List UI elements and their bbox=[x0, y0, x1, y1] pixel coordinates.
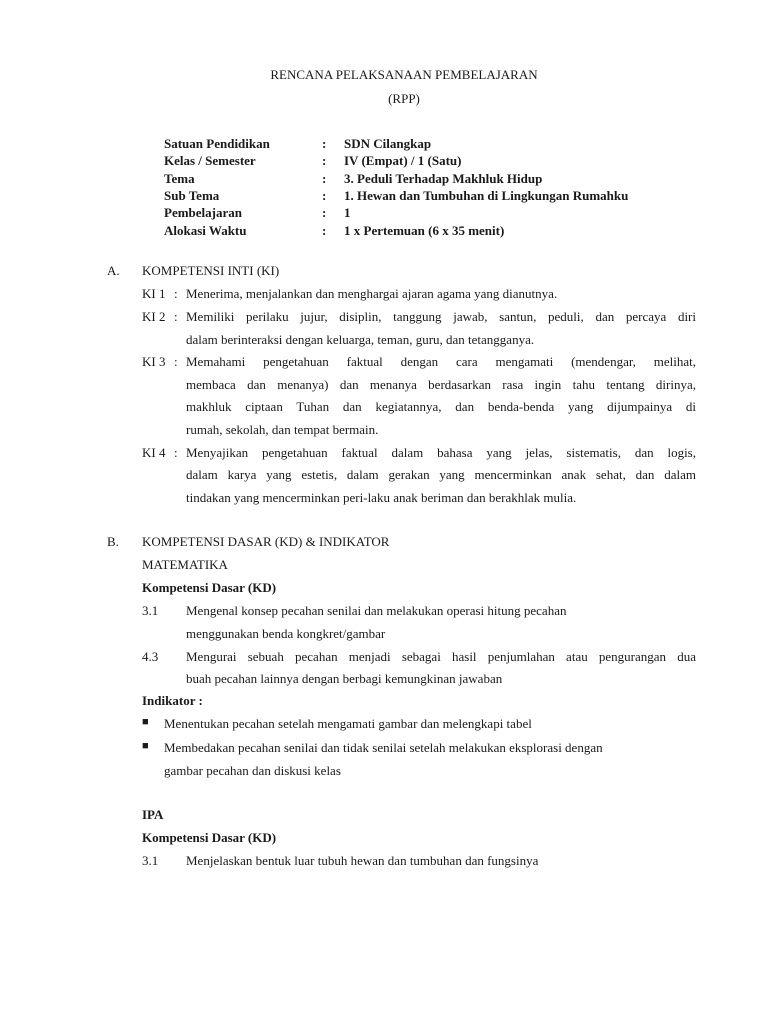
identity-value-satuan: SDN Cilangkap bbox=[344, 136, 432, 151]
identity-value-alokasi: 1 x Pertemuan (6 x 35 menit) bbox=[344, 223, 505, 238]
section-a-letter: A. bbox=[107, 263, 120, 278]
bullet-icon: ■ bbox=[142, 716, 149, 728]
ki-sep: : bbox=[174, 445, 178, 460]
ki-line: tindakan yang mencerminkan peri-laku anak beriman dan berakhlak mulia. bbox=[186, 490, 577, 505]
ki-code: KI 4 bbox=[142, 445, 166, 460]
ki-line: membaca dan menanya) dan menanya berdasarkan rasa ingin tahu tentang dirinya, bbox=[186, 377, 696, 392]
indikator-line: Membedakan pecahan senilai dan tidak senilai setelah melakukan eksplorasi dengan bbox=[164, 740, 603, 755]
kd-line: menggunakan benda kongkret/gambar bbox=[186, 626, 386, 641]
identity-sep: : bbox=[322, 153, 327, 168]
identity-sep: : bbox=[322, 188, 327, 203]
ki-sep: : bbox=[174, 286, 178, 301]
kd-line: Menjelaskan bentuk luar tubuh hewan dan tumbuhan dan fungsinya bbox=[186, 853, 539, 868]
indikator-line: gambar pecahan dan diskusi kelas bbox=[164, 763, 341, 778]
section-b-title: KOMPETENSI DASAR (KD) & INDIKATOR bbox=[142, 534, 390, 549]
bullet-icon: ■ bbox=[142, 740, 149, 752]
identity-label-pembelajaran: Pembelajaran bbox=[164, 205, 242, 220]
identity-label-satuan: Satuan Pendidikan bbox=[164, 136, 270, 151]
indikator-heading: Indikator : bbox=[142, 693, 203, 708]
identity-sep: : bbox=[322, 171, 327, 186]
identity-sep: : bbox=[322, 223, 327, 238]
identity-label-alokasi: Alokasi Waktu bbox=[164, 223, 247, 238]
document-title: RENCANA PELAKSANAAN PEMBELAJARAN bbox=[270, 67, 538, 82]
ki-line: Memahami pengetahuan faktual dengan cara mengamati (mendengar, melihat, bbox=[186, 354, 696, 369]
ki-sep: : bbox=[174, 309, 178, 324]
identity-value-subtema: 1. Hewan dan Tumbuhan di Lingkungan Rumahku bbox=[344, 188, 629, 203]
ki-code: KI 1 bbox=[142, 286, 166, 301]
identity-value-tema: 3. Peduli Terhadap Makhluk Hidup bbox=[344, 171, 543, 186]
kd-heading-ipa: Kompetensi Dasar (KD) bbox=[142, 830, 277, 845]
kd-line: Mengurai sebuah pecahan menjadi sebagai hasil penjumlahan atau pengurangan dua bbox=[186, 649, 696, 664]
ki-line: Menerima, menjalankan dan menghargai ajaran agama yang dianutnya. bbox=[186, 286, 558, 301]
identity-label-tema: Tema bbox=[164, 171, 195, 186]
ki-line: rumah, sekolah, dan tempat bermain. bbox=[186, 422, 379, 437]
identity-value-pembelajaran: 1 bbox=[344, 205, 351, 220]
ki-line: Menyajikan pengetahuan faktual dalam bahasa yang jelas, sistematis, dan logis, bbox=[186, 445, 696, 460]
identity-label-subtema: Sub Tema bbox=[164, 188, 220, 203]
ki-code: KI 3 bbox=[142, 354, 166, 369]
identity-value-kelas: IV (Empat) / 1 (Satu) bbox=[344, 153, 462, 168]
subject-matematika: MATEMATIKA bbox=[142, 557, 228, 572]
ki-line: Memiliki perilaku jujur, disiplin, tanggung jawab, santun, peduli, dan percaya diri bbox=[186, 309, 696, 324]
identity-label-kelas: Kelas / Semester bbox=[164, 153, 256, 168]
document-subtitle: (RPP) bbox=[388, 91, 420, 106]
identity-sep: : bbox=[322, 205, 327, 220]
kd-number: 3.1 bbox=[142, 603, 159, 618]
kd-heading-matematika: Kompetensi Dasar (KD) bbox=[142, 580, 277, 595]
indikator-line: Menentukan pecahan setelah mengamati gambar dan melengkapi tabel bbox=[164, 716, 532, 731]
kd-line: buah pecahan lainnya dengan berbagi kemungkinan jawaban bbox=[186, 671, 503, 686]
ki-line: dalam karya yang estetis, dalam gerakan yang mencerminkan anak sehat, dan dalam bbox=[186, 467, 696, 482]
section-a-title: KOMPETENSI INTI (KI) bbox=[142, 263, 280, 278]
ki-code: KI 2 bbox=[142, 309, 166, 324]
section-b-letter: B. bbox=[107, 534, 119, 549]
identity-sep: : bbox=[322, 136, 327, 151]
ki-line: dalam berinteraksi dengan keluarga, teman, guru, dan tetangganya. bbox=[186, 332, 535, 347]
kd-number: 4.3 bbox=[142, 649, 159, 664]
kd-line: Mengenal konsep pecahan senilai dan melakukan operasi hitung pecahan bbox=[186, 603, 567, 618]
subject-ipa: IPA bbox=[142, 807, 164, 822]
kd-number: 3.1 bbox=[142, 853, 159, 868]
ki-sep: : bbox=[174, 354, 178, 369]
ki-line: makhluk ciptaan Tuhan dan kegiatannya, dan benda-benda yang dijumpainya di bbox=[186, 399, 696, 414]
